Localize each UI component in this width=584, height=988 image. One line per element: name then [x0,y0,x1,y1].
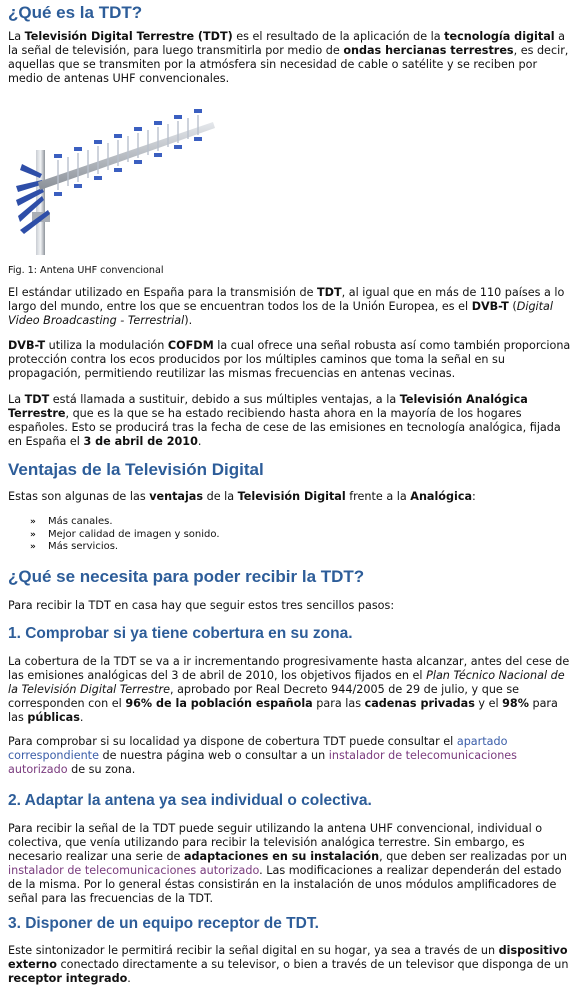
paragraph-tdt-definition: La Televisión Digital Terrestre (TDT) es el resultado de la aplicación de la tecnología digital a la señal de televisión, para luego transmitirla por medio de ondas hercianas terrestres, es decir, aquellas que se transmiten por la atmósfera sin necesidad de cable o satélite y se reciben por medio de antenas UHF convencionales. [8,30,569,85]
heading-ventajas: Ventajas de la Televisión Digital [8,460,264,479]
list-item: » Más canales. [30,516,113,527]
apartado-correspondiente-link[interactable]: apartado correspondiente [8,735,508,762]
paragraph-apagon-analogico: La TDT está llamada a sustituir, debido a sus múltiples ventajas, a la Televisión Analógica Terrestre, que es la que se ha estado recibiendo hasta ahora en la mayoría de los hogares españoles. Esto se producirá tras la fecha de cese de las emisiones en tecnología analógica, fijada en España el 3 de abril de 2010. [8,393,561,448]
uhf-antenna-image [8,100,218,255]
paragraph-cofdm: DVB-T utiliza la modulación COFDM la cual ofrece una señal robusta así como también proporciona protección contra los ecos producidos por los múltiples caminos que toma la señal en su propagación, permitiendo reutilizar las mismas frecuencias en antenas vecinas. [8,339,571,380]
paragraph-ventajas-intro: Estas son algunas de las ventajas de la Televisión Digital frente a la Analógica: [8,490,476,503]
paragraph-comprobar-cobertura: Para comprobar si su localidad ya dispone de cobertura TDT puede consultar el apartado correspondiente de nuestra página web o consultar a un instalador de telecomunicaciones autorizado de su zona. [8,735,517,776]
list-item: » Mejor calidad de imagen y sonido. [30,528,220,540]
heading-paso-3: 3. Disponer de un equipo receptor de TDT. [8,915,319,932]
list-item: » Más servicios. [30,541,119,552]
heading-que-se-necesita: ¿Qué se necesita para poder recibir la TDT? [8,567,365,586]
instalador-autorizado-link[interactable]: instalador de telecomunicaciones autorizado [8,749,517,776]
figure-caption: Fig. 1: Antena UHF convencional [8,265,164,276]
instalador-telecomunicaciones-link[interactable]: instalador de telecomunicaciones autorizado [8,864,260,877]
paragraph-receptor: Este sintonizador le permitirá recibir la señal digital en su hogar, ya sea a través de un dispositivo externo conectado directamente a su televisor, o bien a través de un televisor que disponga de un receptor integrado. [8,944,569,985]
heading-paso-1: 1. Comprobar si ya tiene cobertura en su zona. [8,625,353,642]
paragraph-cobertura: La cobertura de la TDT se va a ir incrementando progresivamente hasta alcanzar, antes del cese de las emisiones analógicas del 3 de abril de 2010, los objetivos fijados en el Plan Técnico Nacional de la Televisión Digital Terrestre, aprobado por Real Decreto 944/2005 de 29 de julio, y que se corresponden con el 96% de la población española para las cadenas privadas y el 98% para las públicas. [8,655,570,724]
bullet-icon: » [30,542,36,552]
paragraph-dvbt-standard: El estándar utilizado en España para la transmisión de TDT, al igual que en más de 110 países a lo largo del mundo, entre los que se encuentran todos los de la Unión Europea, es el DVB-T (Digital Video Broadcasting - Terrestrial). [8,286,565,327]
bullet-icon: » [30,529,36,540]
ventajas-list [30,516,220,554]
bullet-icon: » [30,517,36,527]
heading-que-es-tdt: ¿Qué es la TDT? [8,3,143,22]
paragraph-adaptar-antena: Para recibir la señal de la TDT puede seguir utilizando la antena UHF convencional, individual o colectiva, que venía utilizando para recibir la televisión analógica terrestre. Sin embargo, es necesario realizar una serie de adaptaciones en su instalación, que deben ser realizadas por un instalador de telecomunicaciones autorizado. Las modificaciones a realizar dependerán del estado de la misma. Por lo general éstas consistirán en la instalación de unos módulos amplificadores de señal para las frecuencias de la TDT. [8,822,567,905]
heading-paso-2: 2. Adaptar la antena ya sea individual o colectiva. [8,792,372,809]
paragraph-pasos-intro: Para recibir la TDT en casa hay que seguir estos tres sencillos pasos: [8,599,395,612]
